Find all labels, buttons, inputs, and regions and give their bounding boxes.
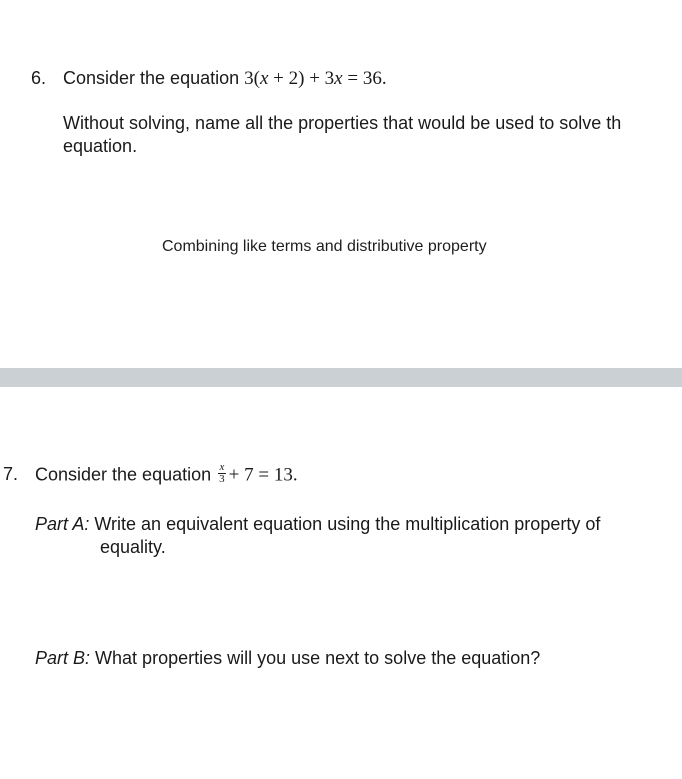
question-7-prefix: Consider the equation xyxy=(35,464,212,485)
question-6-number: 6. xyxy=(31,68,47,88)
question-6-equation: 3(x + 2) + 3x = 36. xyxy=(244,68,387,89)
question-6-instruction-line2: equation. xyxy=(63,136,138,156)
question-7-prompt xyxy=(35,461,298,487)
question-7-fraction: $\frac{x}{3}$ xyxy=(219,461,225,485)
question-7-equation-rest: + 7 = 13. xyxy=(228,464,298,486)
question-7-part-b xyxy=(35,648,540,669)
part-b-text: What properties will you use next to solve the equation? xyxy=(95,648,541,668)
part-a-label: Part A: xyxy=(35,514,90,534)
question-7-part-a-line2: equality. xyxy=(100,537,166,557)
question-7-number: 7. xyxy=(3,464,19,484)
part-a-text: Write an equivalent equation using the multiplication property of xyxy=(94,514,601,534)
question-6-prompt xyxy=(63,68,387,90)
part-b-label: Part B: xyxy=(35,648,91,668)
section-divider xyxy=(0,368,682,387)
question-6-prefix: Consider the equation xyxy=(63,68,240,88)
question-6-instruction-line1: Without solving, name all the properties that would be used to solve th xyxy=(63,113,622,133)
question-6-answer: Combining like terms and distributive property xyxy=(162,238,487,255)
question-7-part-a-line1 xyxy=(35,514,600,535)
